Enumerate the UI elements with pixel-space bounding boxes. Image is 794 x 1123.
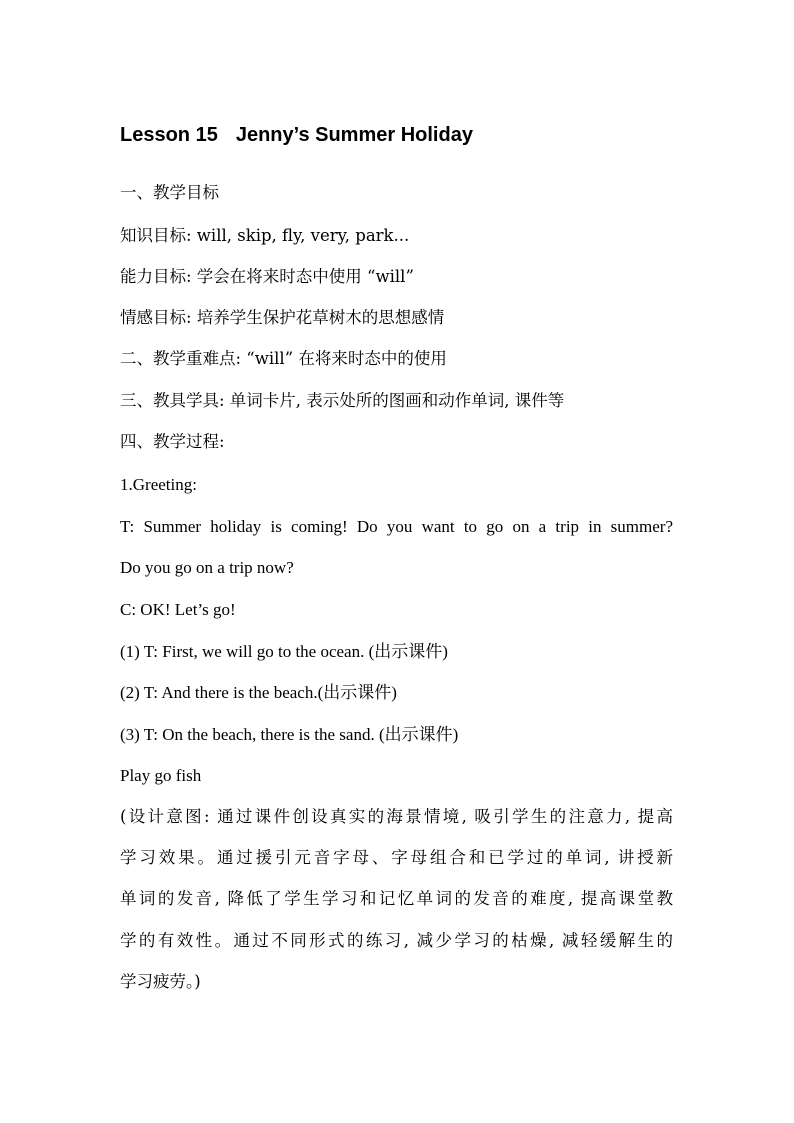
lesson-name: Jenny’s Summer Holiday — [235, 124, 473, 146]
emotion-objective: 情感目标: 培养学生保护花草树木的思想感情 — [120, 308, 445, 327]
lesson-title — [120, 121, 473, 149]
teacher-line-continued: Do you go on a trip now? — [120, 558, 294, 577]
section-heading-key-points: 二、教学重难点: “will” 在将来时态中的使用 — [120, 349, 447, 368]
section-heading-process: 四、教学过程: — [120, 432, 225, 451]
teacher-line: T: Summer holiday is coming! Do you want to go on a trip in summer? — [120, 517, 673, 536]
class-response: C: OK! Let’s go! — [120, 600, 236, 619]
ability-objective: 能力目标: 学会在将来时态中使用 “will” — [120, 267, 414, 286]
design-intent-line-3: 单词的发音, 降低了学生学习和记忆单词的发音的难度, 提高课堂教 — [120, 889, 673, 908]
activity-go-fish: Play go fish — [120, 766, 202, 785]
section-heading-objectives: 一、教学目标 — [120, 183, 219, 202]
lesson-number: Lesson 15 — [120, 124, 218, 146]
step-sand: (3) T: On the beach, there is the sand. (出示课件) — [120, 725, 459, 744]
design-intent-line-5: 学习疲劳。) — [120, 972, 201, 991]
knowledge-objective: 知识目标: will, skip, fly, very, park... — [120, 226, 410, 245]
design-intent-line-2: 学习效果。通过援引元音字母、字母组合和已学过的单词, 讲授新 — [120, 848, 673, 867]
step-beach: (2) T: And there is the beach.(出示课件) — [120, 683, 397, 702]
section-heading-teaching-aids: 三、教具学具: 单词卡片, 表示处所的图画和动作单词, 课件等 — [120, 391, 565, 410]
greeting-step: 1.Greeting: — [120, 475, 197, 494]
design-intent-line-1: (设计意图: 通过课件创设真实的海景情境, 吸引学生的注意力, 提高 — [120, 807, 673, 826]
step-ocean: (1) T: First, we will go to the ocean. (出示课件) — [120, 642, 448, 661]
design-intent-line-4: 学的有效性。通过不同形式的练习, 减少学习的枯燥, 减轻缓解生的 — [120, 931, 673, 950]
